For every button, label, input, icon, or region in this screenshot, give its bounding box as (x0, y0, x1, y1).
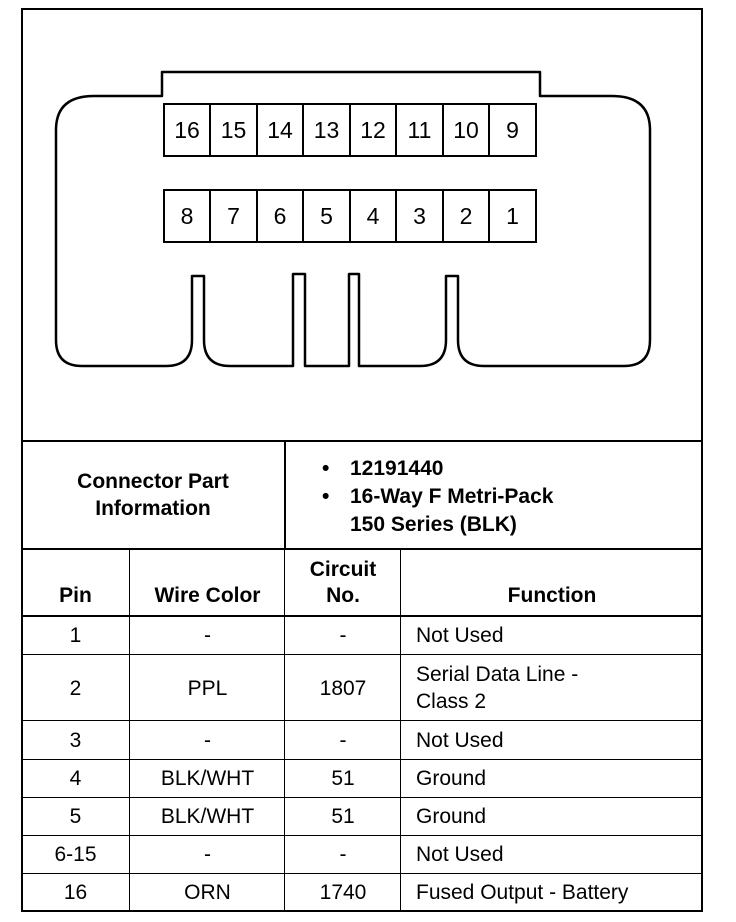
cell-wire-color: BLK/WHT (160, 767, 255, 790)
cell-wire-color: PPL (187, 676, 228, 700)
cell-circuit: - (339, 624, 347, 647)
cell-function: Not Used (416, 729, 504, 752)
row-divider (21, 654, 703, 655)
pin-label-16: 16 (174, 116, 200, 143)
cell-pin: 6-15 (54, 843, 97, 866)
cell-function: Serial Data Line - Class 2 (416, 663, 579, 713)
pin-label-6: 6 (273, 202, 287, 229)
column-divider (129, 548, 130, 912)
pin-label-10: 10 (453, 116, 479, 143)
pin-label-15: 15 (220, 116, 247, 143)
cell-circuit: 51 (331, 767, 355, 790)
pin-label-8: 8 (180, 202, 194, 229)
pin-label-2: 2 (459, 202, 473, 229)
connector-description: 16-Way F Metri-Pack 150 Series (BLK) (350, 485, 554, 536)
row-divider (21, 720, 703, 721)
cell-pin: 4 (69, 767, 82, 790)
connector-face-diagram (0, 0, 736, 440)
cell-circuit: 51 (331, 805, 355, 828)
part-info-item (322, 455, 553, 483)
cell-function: Fused Output - Battery (416, 880, 629, 904)
cell-wire-color: - (204, 843, 211, 866)
header-wire-color: Wire Color (154, 584, 261, 607)
cell-pin: 3 (69, 729, 82, 752)
cell-circuit: 1807 (319, 676, 367, 700)
pin-label-3: 3 (413, 202, 426, 229)
pin-label-13: 13 (313, 116, 340, 143)
part-info-list (322, 455, 553, 539)
cell-wire-color: BLK/WHT (160, 805, 255, 828)
header-function: Function (507, 584, 597, 607)
column-divider (400, 548, 401, 912)
part-number: 12191440 (350, 457, 444, 480)
bullet-icon: • (322, 457, 330, 480)
pin-label-7: 7 (227, 202, 240, 229)
cell-circuit: 1740 (319, 880, 367, 904)
pin-label-9: 9 (506, 116, 519, 143)
cell-function: Not Used (416, 843, 504, 866)
pin-label-11: 11 (407, 116, 432, 143)
pin-label-4: 4 (366, 202, 380, 229)
column-divider (284, 548, 285, 912)
cell-pin: 16 (63, 880, 88, 904)
part-info-column-divider (284, 440, 286, 549)
bullet-icon: • (322, 485, 330, 508)
cell-function: Ground (416, 767, 487, 790)
cell-pin: 2 (69, 676, 82, 700)
cell-wire-color: ORN (184, 880, 231, 904)
pin-label-14: 14 (267, 116, 293, 143)
header-pin: Pin (59, 584, 92, 607)
pin-label-5: 5 (320, 202, 333, 229)
cell-pin: 1 (69, 624, 82, 647)
part-info-item (322, 483, 553, 539)
cell-circuit: - (339, 729, 347, 752)
cell-wire-color: - (204, 729, 211, 752)
cell-circuit: - (339, 843, 347, 866)
cell-function: Ground (416, 805, 487, 828)
cell-function: Not Used (416, 624, 504, 647)
header-circuit-no: Circuit No. (309, 558, 377, 607)
cell-pin: 5 (69, 805, 82, 828)
part-info-label: Connector Part Information (77, 470, 229, 520)
cell-wire-color: - (204, 624, 211, 647)
pin-label-1: 1 (506, 202, 519, 229)
pin-label-12: 12 (360, 116, 386, 143)
